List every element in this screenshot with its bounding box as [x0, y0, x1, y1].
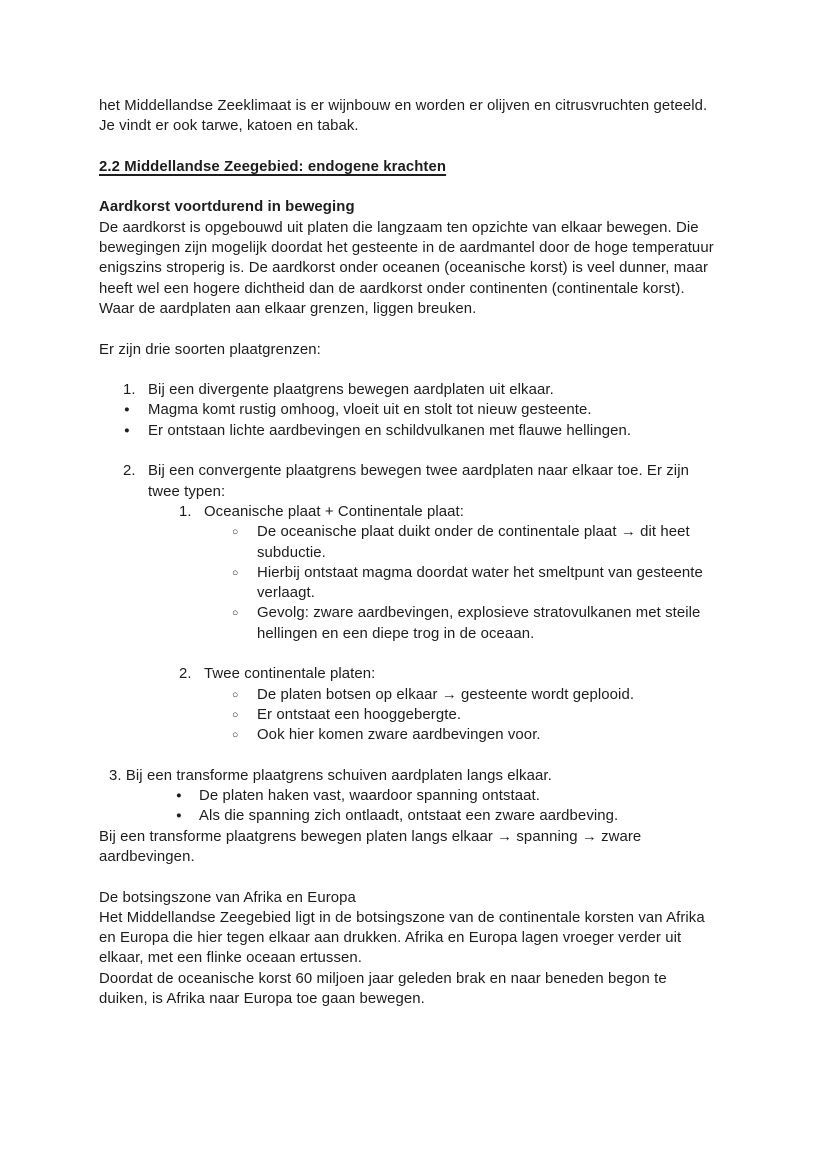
line-text: Waar de aardplaten aan elkaar grenzen, liggen breuken. [99, 300, 477, 317]
line-text: Magma komt rustig omhoog, vloeit uit en stolt tot nieuw gesteente. [148, 402, 592, 419]
bullet-circle-icon: ○ [232, 708, 239, 721]
line-text: Bij een transforme plaatgrens bewegen platen langs elkaar → spanning → zware [99, 828, 642, 845]
bullet-disc-icon: ● [176, 810, 182, 822]
line-text: Je vindt er ook tarwe, katoen en tabak. [99, 118, 359, 135]
blank-line [0, 644, 828, 664]
text-line [0, 989, 828, 1009]
text-line [0, 421, 828, 441]
text-line [0, 705, 828, 725]
document-body [0, 96, 828, 1009]
blank-line [0, 746, 828, 766]
subsection-heading [0, 197, 828, 217]
bullet-disc-icon: ● [124, 424, 130, 436]
line-text: Oceanische plaat + Continentale plaat: [204, 503, 465, 520]
text-line [0, 725, 828, 745]
line-text: Gevolg: zware aardbevingen, explosieve stratovulkanen met steile [257, 605, 701, 622]
line-text: elkaar, met een flinke oceaan ertussen. [99, 950, 362, 967]
bullet-circle-icon: ○ [232, 566, 239, 579]
text-line [0, 461, 828, 481]
text-line [0, 827, 828, 847]
line-text: De platen haken vast, waardoor spanning ontstaat. [199, 788, 540, 805]
blank-line [0, 319, 828, 339]
text-line [0, 806, 828, 826]
line-text: twee typen: [148, 483, 226, 500]
line-text: De platen botsen op elkaar → gesteente wordt geplooid. [257, 686, 635, 703]
text-line [0, 969, 828, 989]
list-number: 1. [123, 382, 136, 399]
list-number: 2. [123, 463, 136, 480]
text-line [0, 563, 828, 583]
line-text: bewegingen zijn mogelijk doordat het gesteente in de aardmantel door de hoge temperatuur [99, 240, 714, 257]
line-text: Er zijn drie soorten plaatgrenzen: [99, 341, 321, 358]
line-text: Er ontstaat een hooggebergte. [257, 706, 462, 723]
text-line [0, 258, 828, 278]
line-text: De oceanische plaat duikt onder de continentale plaat → dit heet [257, 524, 690, 541]
text-line [0, 400, 828, 420]
text-line [0, 279, 828, 299]
line-text: Hierbij ontstaat magma doordat water het smeltpunt van gesteente [257, 564, 703, 581]
text-line [0, 603, 828, 623]
line-text: Bij een divergente plaatgrens bewegen aardplaten uit elkaar. [148, 382, 554, 399]
text-line [0, 340, 828, 360]
line-text: Aardkorst voortdurend in beweging [99, 199, 355, 216]
bullet-circle-icon: ○ [232, 688, 239, 701]
text-line [0, 766, 828, 786]
text-line [0, 502, 828, 522]
line-text: Ook hier komen zware aardbevingen voor. [257, 727, 541, 744]
line-text: subductie. [257, 544, 326, 561]
line-text: Bij een convergente plaatgrens bewegen twee aardplaten naar elkaar toe. Er zijn [148, 463, 689, 480]
line-text: 2.2 Middellandse Zeegebied: endogene krachten [99, 158, 447, 175]
text-line [0, 583, 828, 603]
line-text: 3. Bij een transforme plaatgrens schuiven aardplaten langs elkaar. [109, 767, 552, 784]
bullet-circle-icon: ○ [232, 607, 239, 620]
text-line [0, 218, 828, 238]
bullet-disc-icon: ● [124, 404, 130, 416]
text-line [0, 299, 828, 319]
line-text: Het Middellandse Zeegebied ligt in de botsingszone van de continentale korsten van Afrika [99, 909, 705, 926]
blank-line [0, 360, 828, 380]
line-text: aardbevingen. [99, 848, 195, 865]
text-line [0, 786, 828, 806]
line-text: De botsingszone van Afrika en Europa [99, 889, 356, 906]
line-text: heeft wel een hogere dichtheid dan de aardkorst onder continenten (continentale korst). [99, 280, 685, 297]
bullet-circle-icon: ○ [232, 729, 239, 742]
text-line [0, 116, 828, 136]
text-line [0, 543, 828, 563]
section-heading [0, 157, 828, 177]
line-text: het Middellandse Zeeklimaat is er wijnbouw en worden er olijven en citrusvruchten geteeld. [99, 98, 708, 114]
list-number: 1. [179, 503, 192, 520]
bullet-circle-icon: ○ [232, 526, 239, 539]
line-text: hellingen en een diepe trog in de oceaan. [257, 625, 535, 642]
line-text: Doordat de oceanische korst 60 miljoen jaar geleden brak en naar beneden begon te [99, 970, 667, 987]
list-number: 2. [179, 666, 192, 683]
line-text: Er ontstaan lichte aardbevingen en schildvulkanen met flauwe hellingen. [148, 422, 632, 439]
line-text: duiken, is Afrika naar Europa toe gaan bewegen. [99, 991, 425, 1008]
text-line [0, 624, 828, 644]
bullet-disc-icon: ● [176, 790, 182, 802]
blank-line [0, 177, 828, 197]
text-line [0, 238, 828, 258]
blank-line [0, 867, 828, 887]
line-text: De aardkorst is opgebouwd uit platen die langzaam ten opzichte van elkaar bewegen. Die [99, 219, 699, 236]
text-line [0, 96, 828, 116]
text-line [0, 522, 828, 542]
text-line [0, 948, 828, 968]
line-text: verlaagt. [257, 585, 316, 602]
text-line [0, 380, 828, 400]
blank-line [0, 137, 828, 157]
text-line [0, 685, 828, 705]
line-text: en Europa die hier tegen elkaar aan drukken. Afrika en Europa lagen vroeger verder uit [99, 930, 682, 947]
text-line [0, 664, 828, 684]
text-line [0, 847, 828, 867]
text-line [0, 888, 828, 908]
text-line [0, 908, 828, 928]
text-line [0, 482, 828, 502]
line-text: Twee continentale platen: [204, 666, 376, 683]
blank-line [0, 441, 828, 461]
text-line [0, 928, 828, 948]
line-text: Als die spanning zich ontlaadt, ontstaat een zware aardbeving. [199, 808, 619, 825]
line-text: enigszins stroperig is. De aardkorst onder oceanen (oceanische korst) is veel dunner, maar [99, 260, 709, 277]
